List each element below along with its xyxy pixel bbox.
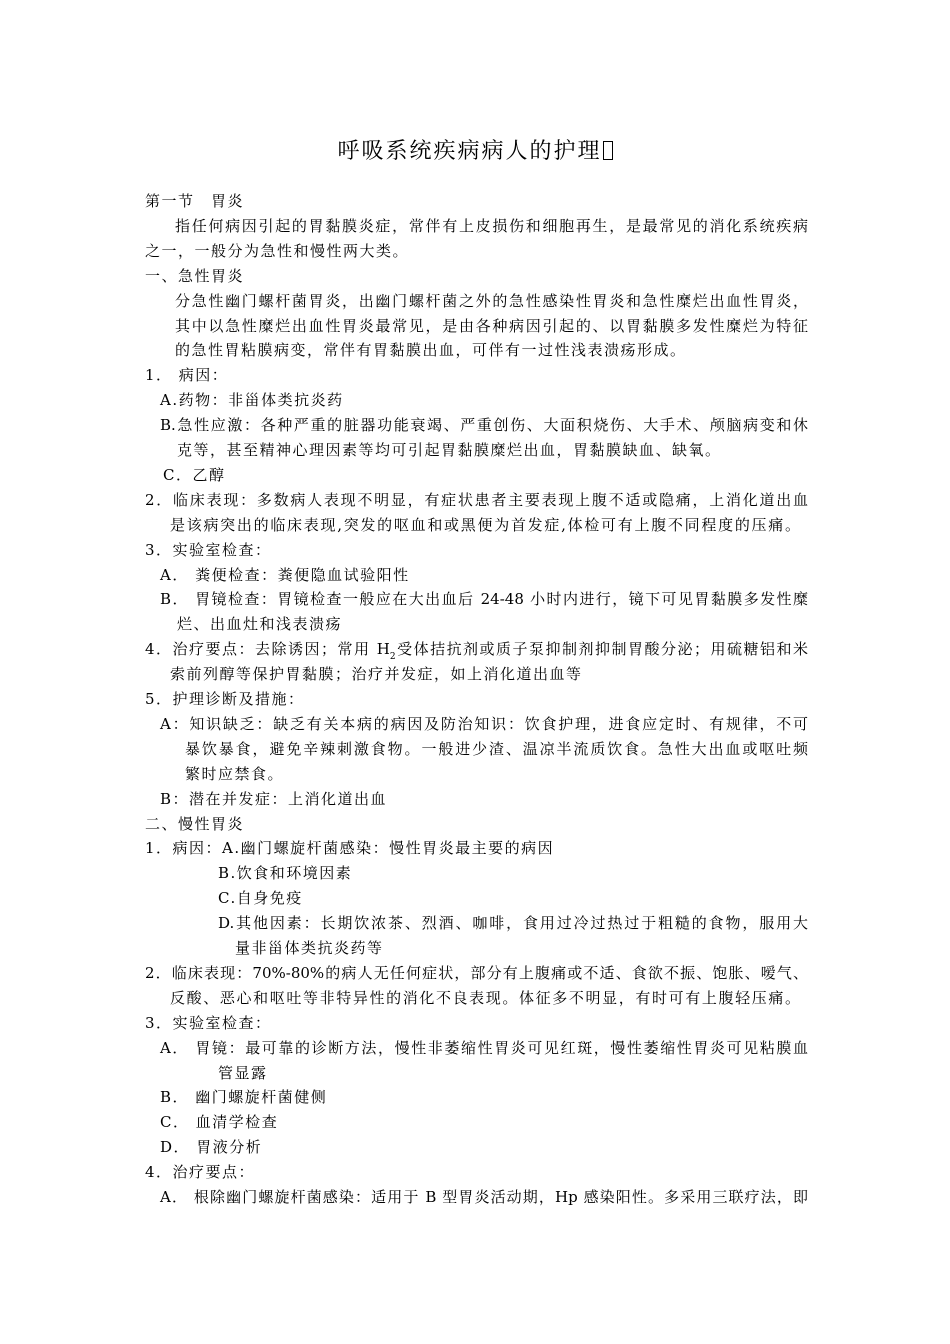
- treatment-text-before: 4．治疗要点：去除诱因；常用 H: [145, 640, 390, 659]
- list-item-chronic-clinical-manifestation: 反酸、恶心和呕吐等非特异性的消化不良表现。体征多不明显，有时可有上腹轻压痛。: [170, 988, 800, 1007]
- document-title: [0, 138, 950, 166]
- list-item-etiology: 1． 病因：: [145, 366, 229, 385]
- list-item-chronic-treatment: 4．治疗要点：: [145, 1163, 256, 1182]
- sub-item-knowledge-deficit: 繁时应禁食。: [185, 764, 285, 783]
- sub-item-gastric-juice-analysis: D． 胃液分析: [160, 1138, 263, 1157]
- list-item-chronic-clinical-manifestation: 2．临床表现：70%-80%的病人无任何症状，部分有上腹痛或不适、食欲不振、饱胀、嗳气、: [145, 963, 808, 982]
- intro-paragraph-line: 指任何病因引起的胃黏膜炎症，常伴有上皮损伤和细胞再生，是最常见的消化系统疾病: [175, 216, 808, 235]
- sub-item-potential-complication: B：潜在并发症：上消化道出血: [160, 789, 388, 808]
- sub-item-acute-stress: 克等，甚至精神心理因素等均可引起胃黏膜糜烂出血，胃黏膜缺血、缺氧。: [177, 441, 722, 459]
- sub-item-chronic-gastroscopy: 管显露: [218, 1063, 268, 1082]
- sub-item-hp-test: B． 幽门螺旋杆菌健侧: [160, 1088, 328, 1107]
- list-item-clinical-manifestation: 2．临床表现：多数病人表现不明显，有症状患者主要表现上腹不适或隐痛，上消化道出血: [145, 490, 808, 509]
- sub-item-other-factors: D.其他因素：长期饮浓茶、烈酒、咖啡，食用过冷过热过于粗糙的食物，服用大: [218, 914, 808, 933]
- sub-item-acute-stress: B.急性应激：各种严重的脏器功能衰竭、严重创伤、大面积烧伤、大手术、颅脑病变和休: [160, 416, 808, 435]
- sub-item-hp-eradication: A． 根除幽门螺旋杆菌感染：适用于 B 型胃炎活动期，Hp 感染阳性。多采用三联疗法，即: [160, 1188, 808, 1206]
- sub-item-gastroscopy: B． 胃镜检查：胃镜检查一般应在大出血后 24-48 小时内进行，镜下可见胃黏膜多发性糜: [160, 590, 808, 609]
- sub-item-drugs: A.药物：非甾体类抗炎药: [160, 391, 344, 410]
- sub-item-other-factors: 量非甾体类抗炎药等: [235, 939, 384, 957]
- treatment-text-after: 受体拮抗剂或质子泵抑制剂抑制胃酸分泌；用硫糖铝和米: [395, 640, 808, 659]
- missing-glyph-box: [603, 141, 613, 160]
- section-title-gastritis: 第一节 胃炎: [145, 192, 245, 210]
- heading-acute-gastritis: 一、急性胃炎: [145, 266, 245, 285]
- list-item-nursing-diagnosis: 5．护理诊断及措施：: [145, 690, 305, 708]
- sub-item-stool-test: A． 粪便检查：粪便隐血试验阳性: [160, 565, 410, 584]
- list-item-clinical-manifestation: 是该病突出的临床表现,突发的呕血和或黑便为首发症,体检可有上腹不同程度的压痛。: [170, 515, 800, 534]
- acute-overview-line: 的急性胃粘膜病变，常伴有胃黏膜出血，可伴有一过性浅表溃疡形成。: [175, 341, 687, 360]
- list-item-treatment: 索前列醇等保护胃黏膜；治疗并发症，如上消化道出血等: [170, 665, 583, 684]
- list-item-treatment: [145, 639, 808, 663]
- sub-item-autoimmune: C.自身免疫: [218, 889, 303, 908]
- sub-item-chronic-gastroscopy: A． 胃镜：最可靠的诊断方法，慢性非萎缩性胃炎可见红斑，慢性萎缩性胃炎可见粘膜血: [160, 1038, 808, 1057]
- document-title-text: 呼吸系统疾病病人的护理: [337, 139, 602, 164]
- sub-item-knowledge-deficit: 暴饮暴食，避免辛辣刺激食物。一般进少渣、温凉半流质饮食。急性大出血或呕吐频: [185, 739, 808, 758]
- list-item-lab-tests: 3．实验室检查：: [145, 540, 272, 559]
- heading-chronic-gastritis: 二、慢性胃炎: [145, 814, 245, 833]
- acute-overview-line: 其中以急性糜烂出血性胃炎最常见，是由各种病因引起的、以胃黏膜多发性糜烂为特征: [175, 316, 808, 335]
- sub-item-knowledge-deficit: A：知识缺乏：缺乏有关本病的病因及防治知识：饮食护理，进食应定时、有规律，不可: [160, 714, 808, 733]
- intro-paragraph-line: 之一，一般分为急性和慢性两大类。: [145, 241, 410, 260]
- sub-item-diet-environment: B.饮食和环境因素: [218, 864, 353, 883]
- sub-item-gastroscopy: 烂、出血灶和浅表溃疡: [177, 615, 343, 634]
- sub-item-serology: C． 血清学检查: [160, 1113, 279, 1132]
- list-item-chronic-etiology: 1．病因：A.幽门螺旋杆菌感染：慢性胃炎最主要的病因: [145, 839, 555, 858]
- list-item-chronic-lab-tests: 3．实验室检查：: [145, 1013, 272, 1032]
- h2-subscript: 2: [389, 652, 396, 663]
- acute-overview-line: 分急性幽门螺杆菌胃炎，出幽门螺杆菌之外的急性感染性胃炎和急性糜烂出血性胃炎，: [175, 291, 808, 310]
- sub-item-ethanol: C．乙醇: [163, 465, 226, 484]
